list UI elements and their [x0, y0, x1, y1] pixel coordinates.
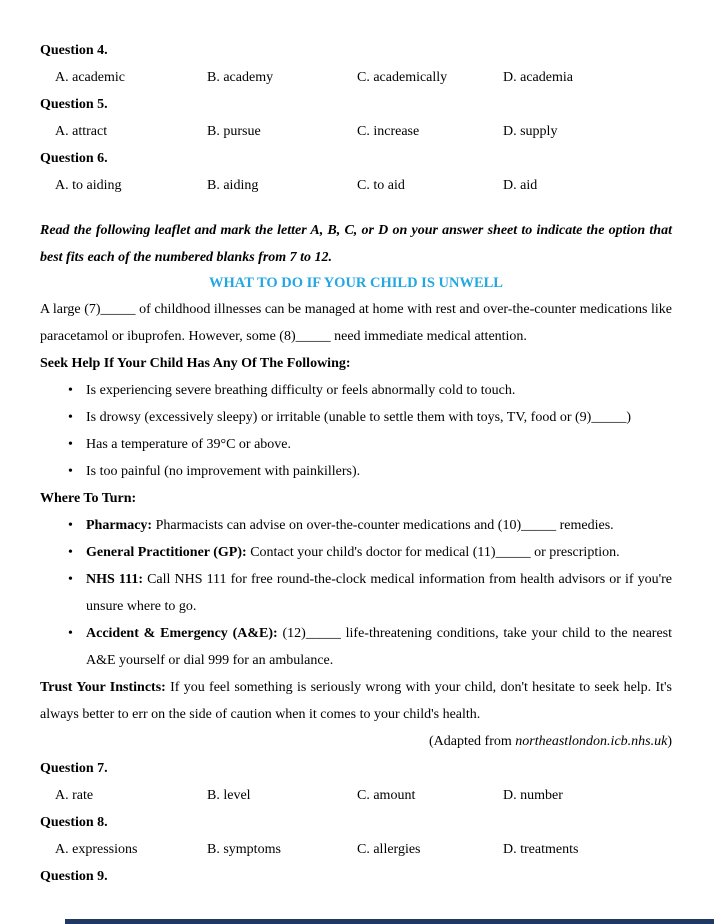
bullet-text: Has a temperature of 39°C or above. [86, 437, 292, 452]
bullet-lead: Accident & Emergency (A&E): [86, 626, 278, 641]
options-row [55, 64, 672, 91]
trust-instincts-paragraph [40, 674, 672, 728]
bullet-text: (12)_____ life-threatening conditions, take your child to the nearest A&E yourself or dial 999 for an ambulance. [86, 626, 672, 668]
options-row [55, 172, 672, 199]
source-attribution [40, 728, 672, 755]
option-c: C. academically [357, 70, 448, 85]
question-block-8 [40, 809, 672, 863]
source-name: northeastlondon.icb.nhs.uk [515, 734, 668, 749]
question-block-9 [40, 863, 672, 890]
option-a: A. rate [55, 788, 94, 803]
option-b: B. aiding [207, 178, 259, 193]
bottom-page-band [65, 919, 714, 924]
option-a: A. expressions [55, 842, 138, 857]
bullet-text: Contact your child's doctor for medical (11)_____ or prescription. [246, 545, 620, 560]
option-d: D. number [503, 788, 563, 803]
option-d: D. aid [503, 178, 538, 193]
bullet-item [40, 620, 672, 674]
source-prefix: (Adapted from [428, 734, 516, 749]
question-block-7 [40, 755, 672, 809]
bullet-item [40, 458, 672, 485]
question-block-6 [40, 145, 672, 199]
bullet-item [40, 566, 672, 620]
question-block-4 [40, 37, 672, 91]
where-to-turn-heading: Where To Turn: [40, 491, 137, 506]
bullet-item [40, 377, 672, 404]
question-label: Question 6. [40, 151, 108, 166]
option-c: C. increase [357, 124, 420, 139]
source-suffix: ) [667, 734, 672, 749]
option-a: A. academic [55, 70, 125, 85]
options-row [55, 118, 672, 145]
bullet-text: Is experiencing severe breathing difficulty or feels abnormally cold to touch. [86, 383, 516, 398]
question-label: Question 7. [40, 761, 108, 776]
where-to-turn-list [40, 512, 672, 674]
option-c: C. amount [357, 788, 416, 803]
option-a: A. attract [55, 124, 108, 139]
bullet-item [40, 431, 672, 458]
option-c: C. allergies [357, 842, 421, 857]
bullet-text: Is drowsy (excessively sleepy) or irritable (unable to settle them with toys, TV, food or (9)_____) [86, 410, 631, 425]
question-label: Question 5. [40, 97, 108, 112]
bullet-item [40, 539, 672, 566]
seek-help-heading: Seek Help If Your Child Has Any Of The Following: [40, 356, 351, 371]
question-label: Question 4. [40, 43, 108, 58]
option-d: D. supply [503, 124, 558, 139]
bullet-lead: Pharmacy: [86, 518, 153, 533]
question-label: Question 9. [40, 869, 108, 884]
trust-text: If you feel something is seriously wrong with your child, don't hesitate to seek help. It's always better to err on the side of caution when it comes to your child's health. [40, 680, 673, 722]
bullet-lead: General Practitioner (GP): [86, 545, 247, 560]
leaflet-intro: A large (7)_____ of childhood illnesses can be managed at home with rest and over-the-counter medications like paracetamol or ibuprofen. However, some (8)_____ need immediate medical attention. [40, 302, 672, 344]
option-b: B. symptoms [207, 842, 281, 857]
seek-help-list [40, 377, 672, 485]
question-label: Question 8. [40, 815, 108, 830]
bullet-item [40, 404, 672, 431]
trust-lead: Trust Your Instincts: [40, 680, 166, 695]
option-b: B. pursue [207, 124, 261, 139]
bullet-text: Is too painful (no improvement with painkillers). [86, 464, 361, 479]
bullet-text: Pharmacists can advise on over-the-counter medications and (10)_____ remedies. [152, 518, 614, 533]
leaflet-title: WHAT TO DO IF YOUR CHILD IS UNWELL [209, 275, 503, 291]
option-b: B. level [207, 788, 251, 803]
instruction-text: Read the following leaflet and mark the letter A, B, C, or D on your answer sheet to indicate the option that best fits each of the numbered blanks from 7 to 12. [40, 223, 672, 265]
options-row [55, 782, 672, 809]
option-c: C. to aid [357, 178, 405, 193]
question-block-5 [40, 91, 672, 145]
bullet-item [40, 512, 672, 539]
options-row [55, 836, 672, 863]
option-d: D. academia [503, 70, 573, 85]
option-a: A. to aiding [55, 178, 122, 193]
bullet-text: Call NHS 111 for free round-the-clock medical information from health advisors or if you're unsure where to go. [86, 572, 672, 614]
bullet-lead: NHS 111: [86, 572, 143, 587]
option-d: D. treatments [503, 842, 579, 857]
option-b: B. academy [207, 70, 274, 85]
